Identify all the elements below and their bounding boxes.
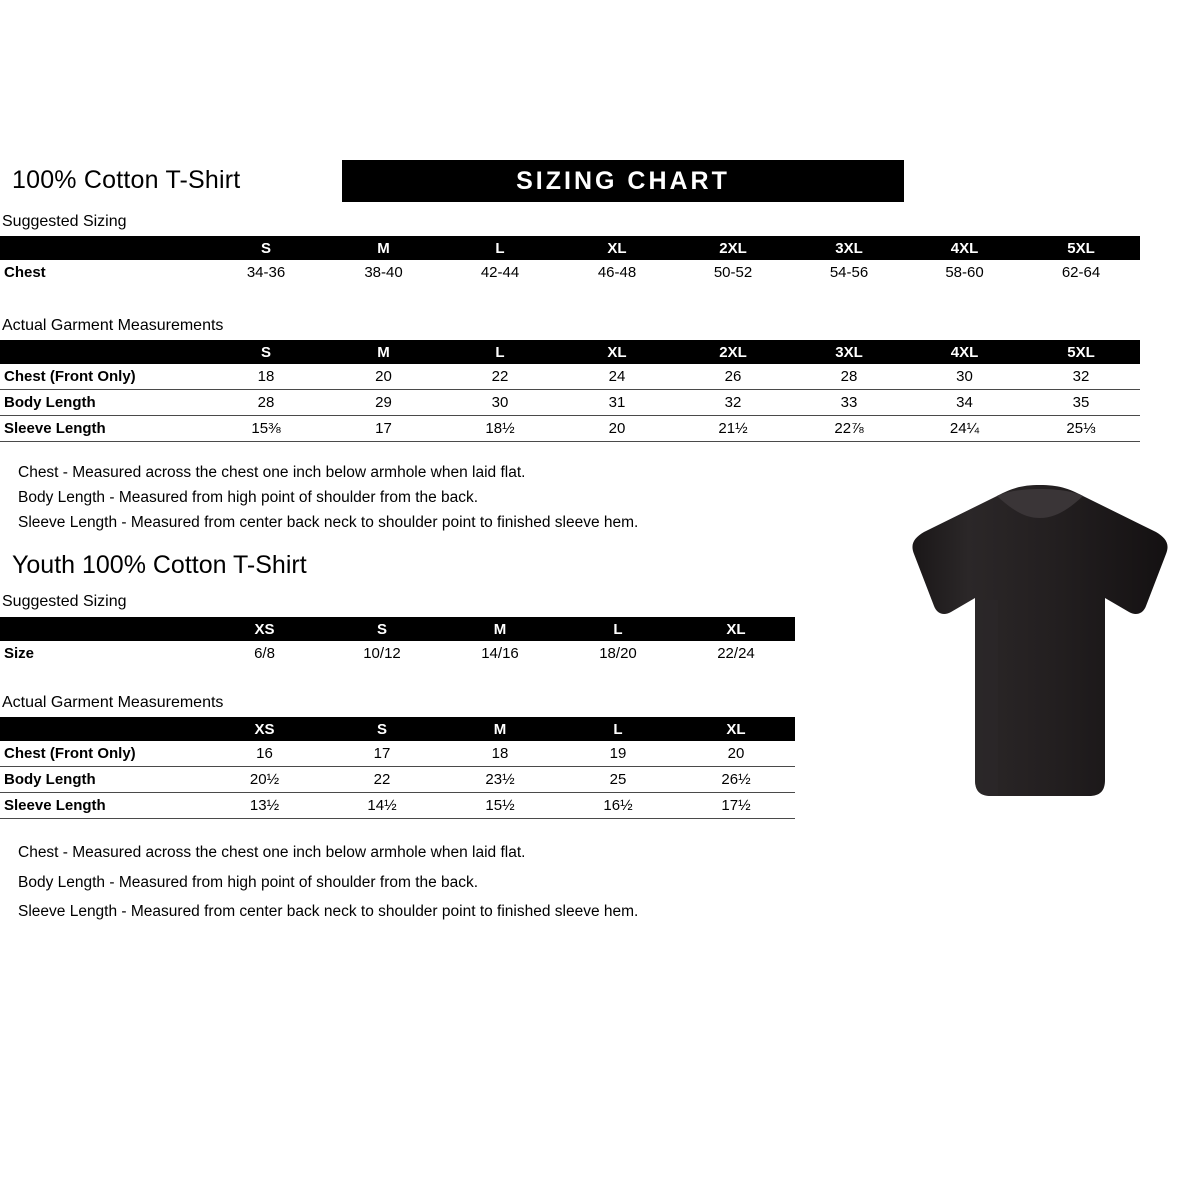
youth-note-body-length: Body Length - Measured from high point of shoulder from the back. xyxy=(18,874,479,891)
row-label: Size xyxy=(4,645,35,662)
data-cell: 34-36 xyxy=(246,264,286,281)
header-cell: L xyxy=(559,617,677,641)
header-cell: XS xyxy=(206,617,323,641)
data-cell: 35 xyxy=(1022,390,1140,416)
youth-note-chest: Chest - Measured across the chest one inch below armhole when laid flat. xyxy=(18,844,526,861)
data-cell: 6/8 xyxy=(254,645,275,662)
data-cell: 14½ xyxy=(323,793,441,819)
data-cell: 15⅜ xyxy=(206,416,326,442)
youth-note-sleeve-length: Sleeve Length - Measured from center back neck to shoulder point to finished sleeve hem. xyxy=(18,903,639,920)
table-row xyxy=(0,741,795,767)
header-cell: M xyxy=(326,236,441,260)
data-cell: 32 xyxy=(1022,364,1140,390)
data-cell: 54-56 xyxy=(829,264,869,281)
adult-suggested-sizing-table xyxy=(0,236,1140,285)
header-cell: 4XL xyxy=(907,236,1022,260)
header-cell: S xyxy=(323,617,441,641)
header-cell: L xyxy=(441,236,559,260)
row-label: Chest (Front Only) xyxy=(0,364,206,390)
data-cell: 58-60 xyxy=(945,264,984,281)
data-cell: 22/24 xyxy=(717,645,755,662)
data-cell: 16 xyxy=(206,741,323,767)
table-row xyxy=(0,793,795,819)
youth-suggested-sizing-label: Suggested Sizing xyxy=(2,593,127,610)
row-label: Body Length xyxy=(0,390,206,416)
youth-section-title: Youth 100% Cotton T-Shirt xyxy=(12,551,307,579)
data-cell: 20½ xyxy=(206,767,323,793)
row-label: Chest (Front Only) xyxy=(0,741,206,767)
data-cell: 16½ xyxy=(559,793,677,819)
adult-suggested-sizing-label: Suggested Sizing xyxy=(2,213,127,230)
data-cell: 26½ xyxy=(677,767,795,793)
data-cell: 24¼ xyxy=(907,416,1022,442)
table-row xyxy=(0,364,1140,390)
data-cell: 13½ xyxy=(206,793,323,819)
data-cell: 20 xyxy=(677,741,795,767)
data-cell: 22 xyxy=(323,767,441,793)
data-cell: 10/12 xyxy=(363,645,401,662)
youth-actual-measurements-table xyxy=(0,717,795,819)
table-header-row xyxy=(0,717,795,741)
header-cell xyxy=(0,617,206,641)
header-cell: 3XL xyxy=(791,236,907,260)
data-cell: 62-64 xyxy=(1061,264,1101,281)
data-cell: 20 xyxy=(559,416,675,442)
table-row xyxy=(0,416,1140,442)
header-cell: S xyxy=(323,717,441,741)
header-cell: M xyxy=(326,340,441,364)
data-cell: 14/16 xyxy=(481,645,519,662)
header-cell: S xyxy=(206,236,326,260)
data-cell: 18½ xyxy=(441,416,559,442)
tshirt-product-image xyxy=(900,480,1180,810)
data-cell: 28 xyxy=(206,390,326,416)
data-cell: 24 xyxy=(559,364,675,390)
sizing-chart-banner xyxy=(342,160,904,202)
data-cell: 15½ xyxy=(441,793,559,819)
table-row xyxy=(0,260,1140,285)
data-cell: 29 xyxy=(326,390,441,416)
header-cell: 5XL xyxy=(1022,236,1140,260)
data-cell: 21½ xyxy=(675,416,791,442)
data-cell: 17 xyxy=(323,741,441,767)
header-cell: S xyxy=(206,340,326,364)
header-cell: 5XL xyxy=(1022,340,1140,364)
header-cell: XS xyxy=(206,717,323,741)
data-cell: 22⅞ xyxy=(791,416,907,442)
data-cell: 34 xyxy=(907,390,1022,416)
data-cell: 46-48 xyxy=(597,264,637,281)
adult-note-chest: Chest - Measured across the chest one inch below armhole when laid flat. xyxy=(18,464,526,481)
header-cell: M xyxy=(441,617,559,641)
row-label: Sleeve Length xyxy=(0,416,206,442)
header-cell xyxy=(0,717,206,741)
header-cell: XL xyxy=(677,617,795,641)
data-cell: 30 xyxy=(441,390,559,416)
header-cell: XL xyxy=(559,236,675,260)
data-cell: 17½ xyxy=(677,793,795,819)
data-cell: 42-44 xyxy=(480,264,520,281)
adult-actual-measurements-label: Actual Garment Measurements xyxy=(2,317,224,334)
data-cell: 18 xyxy=(206,364,326,390)
row-label: Body Length xyxy=(0,767,206,793)
header-cell: M xyxy=(441,717,559,741)
table-header-row xyxy=(0,617,795,641)
header-cell xyxy=(0,236,206,260)
header-cell: XL xyxy=(677,717,795,741)
row-label: Sleeve Length xyxy=(0,793,206,819)
youth-suggested-sizing-table xyxy=(0,617,795,666)
data-cell: 25⅓ xyxy=(1022,416,1140,442)
data-cell: 31 xyxy=(559,390,675,416)
table-row xyxy=(0,641,795,666)
data-cell: 30 xyxy=(907,364,1022,390)
youth-actual-measurements-label: Actual Garment Measurements xyxy=(2,694,224,711)
data-cell: 25 xyxy=(559,767,677,793)
adult-note-body-length: Body Length - Measured from high point of shoulder from the back. xyxy=(18,489,479,506)
data-cell: 28 xyxy=(791,364,907,390)
table-header-row xyxy=(0,236,1140,260)
header-cell: XL xyxy=(559,340,675,364)
row-label: Chest xyxy=(4,264,46,281)
table-header-row xyxy=(0,340,1140,364)
tshirt-icon xyxy=(900,480,1180,810)
header-cell xyxy=(0,340,206,364)
table-row xyxy=(0,390,1140,416)
data-cell: 19 xyxy=(559,741,677,767)
table-row xyxy=(0,767,795,793)
adult-note-sleeve-length: Sleeve Length - Measured from center back neck to shoulder point to finished sleeve hem. xyxy=(18,514,639,531)
data-cell: 18 xyxy=(441,741,559,767)
data-cell: 33 xyxy=(791,390,907,416)
header-cell: 4XL xyxy=(907,340,1022,364)
header-cell: 2XL xyxy=(675,236,791,260)
adult-section-title: 100% Cotton T-Shirt xyxy=(12,166,241,194)
sizing-chart-banner-label: SIZING CHART xyxy=(516,166,730,195)
data-cell: 22 xyxy=(441,364,559,390)
header-cell: L xyxy=(441,340,559,364)
data-cell: 23½ xyxy=(441,767,559,793)
data-cell: 38-40 xyxy=(364,264,403,281)
header-cell: 2XL xyxy=(675,340,791,364)
data-cell: 17 xyxy=(326,416,441,442)
header-cell: L xyxy=(559,717,677,741)
data-cell: 18/20 xyxy=(599,645,637,662)
data-cell: 26 xyxy=(675,364,791,390)
data-cell: 20 xyxy=(326,364,441,390)
header-cell: 3XL xyxy=(791,340,907,364)
data-cell: 50-52 xyxy=(713,264,753,281)
data-cell: 32 xyxy=(675,390,791,416)
adult-actual-measurements-table xyxy=(0,340,1140,442)
